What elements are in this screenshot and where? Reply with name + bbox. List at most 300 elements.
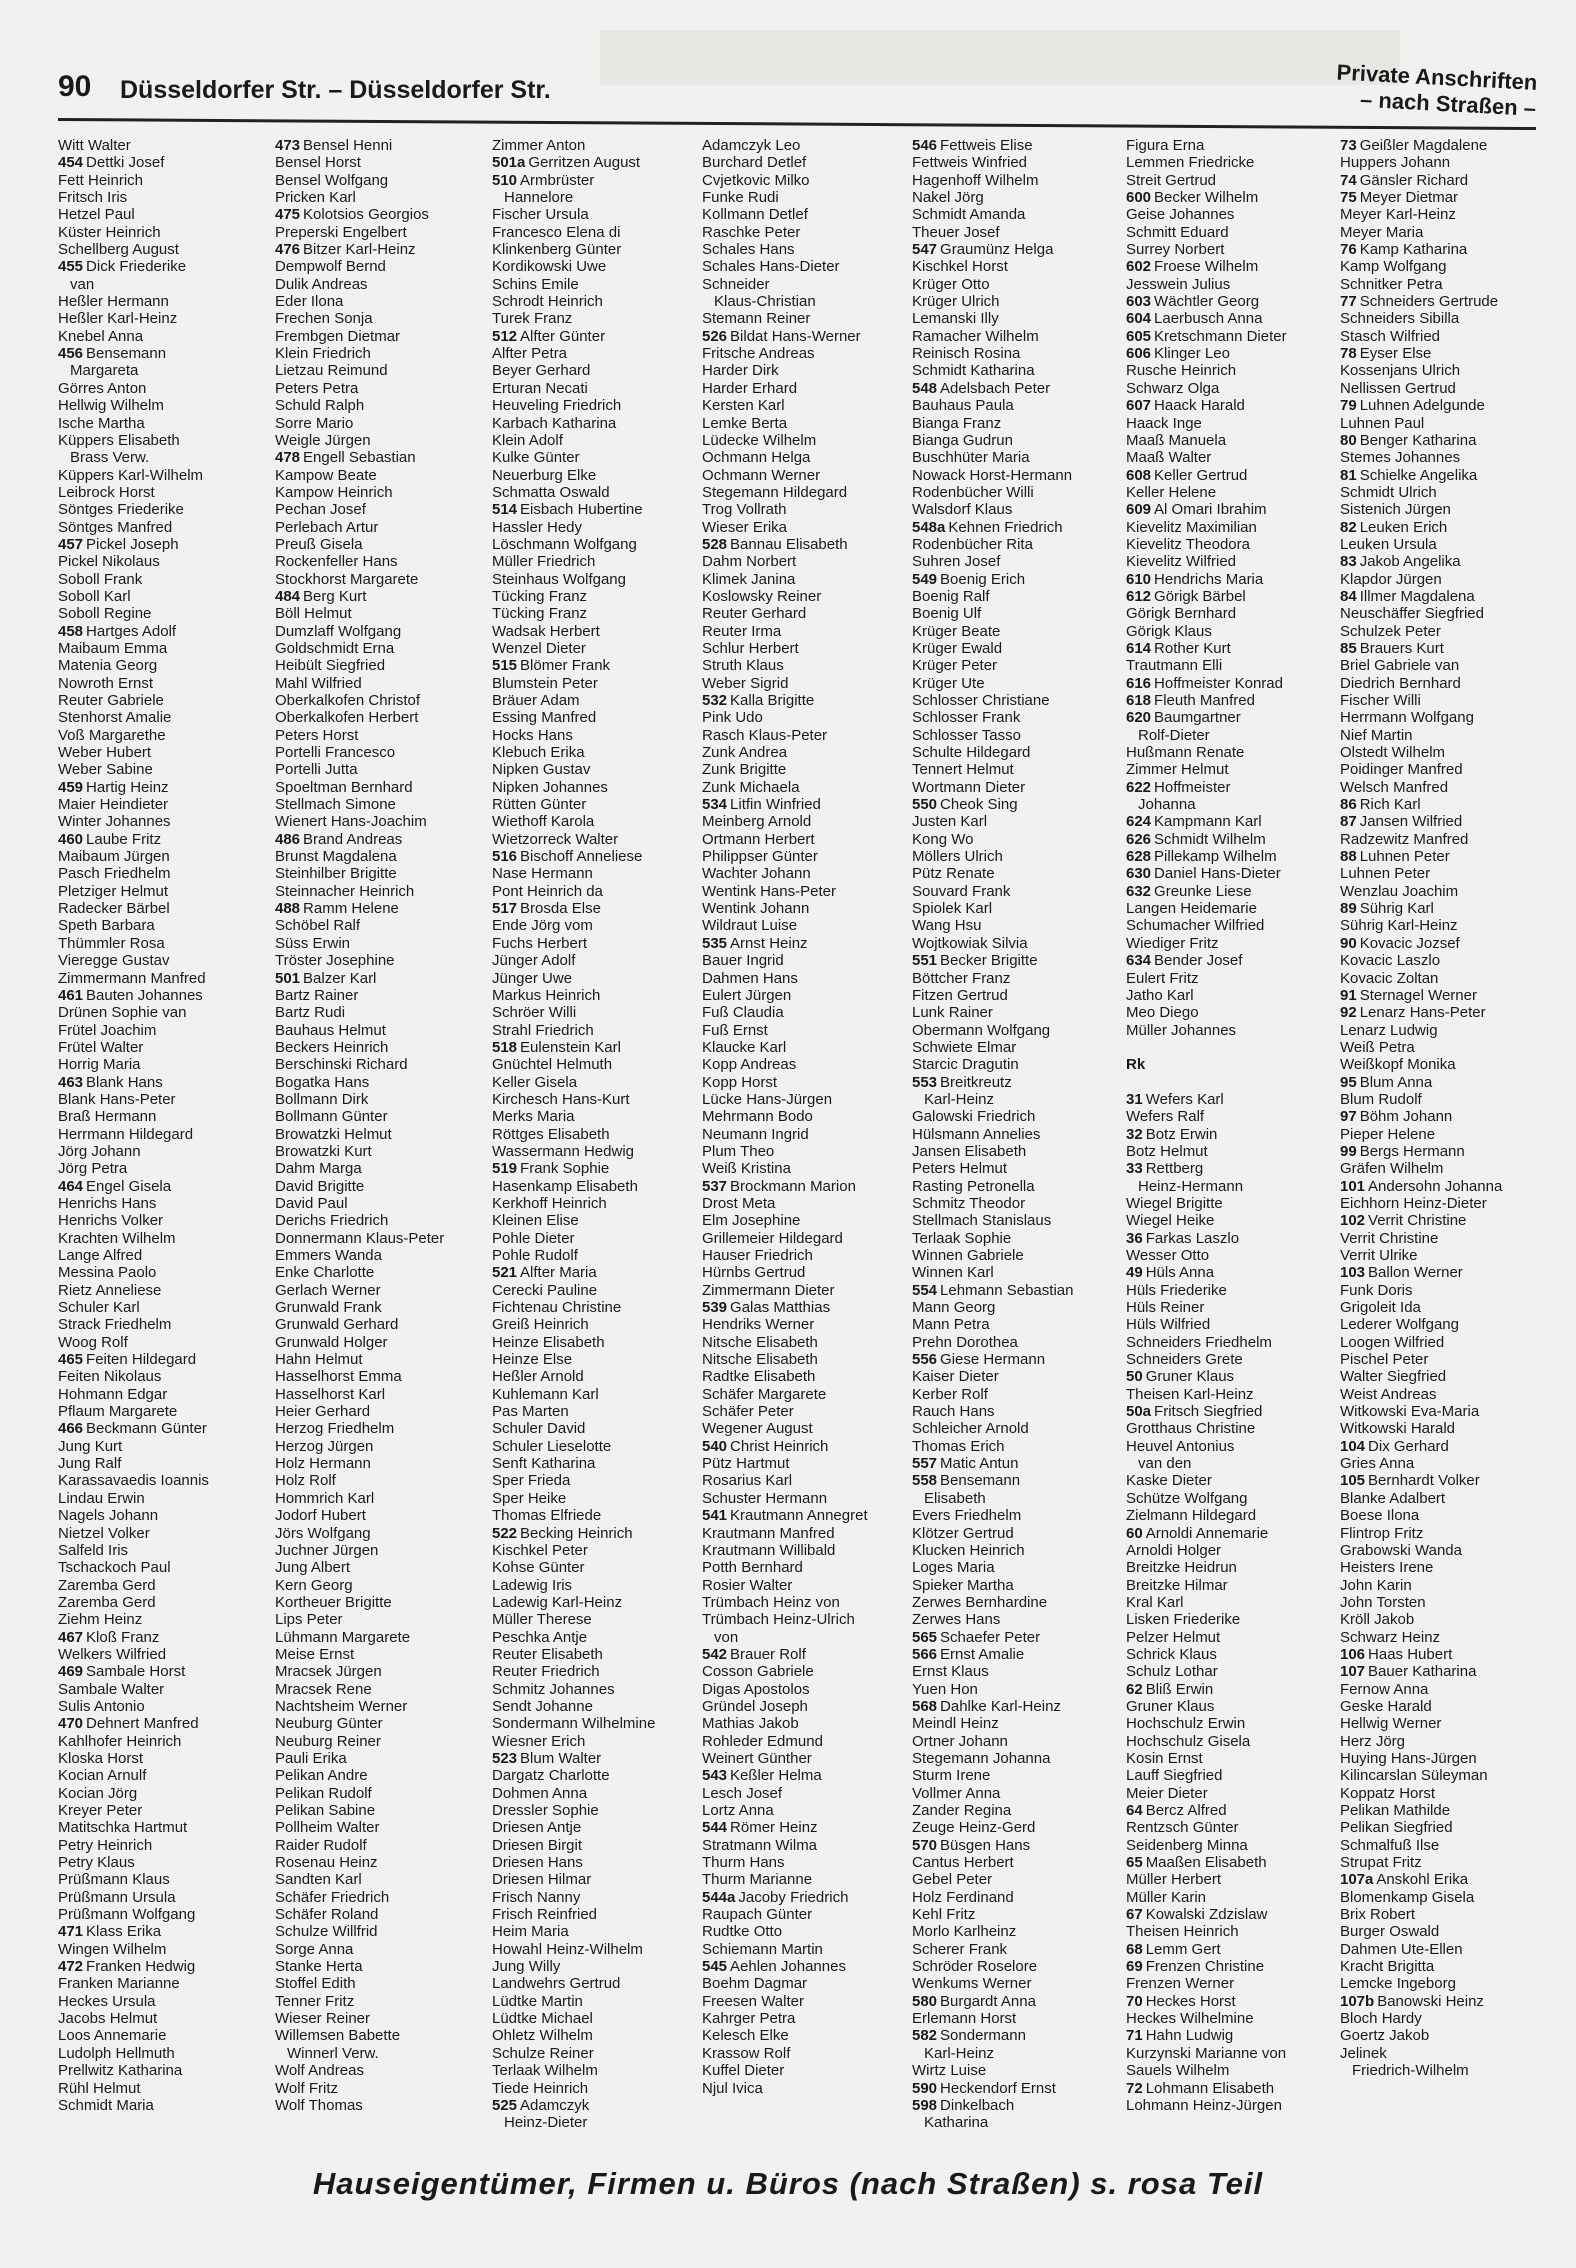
address-entry: Bianga Franz xyxy=(912,414,1002,432)
address-entry: Leuken Ursula xyxy=(1340,535,1437,553)
address-entry: Adamczyk Leo xyxy=(702,137,801,154)
address-entry: 106 Haas Hubert xyxy=(1340,1645,1453,1663)
address-entry: Rosarius Karl xyxy=(702,1472,793,1490)
address-entry: Hochschulz Gisela xyxy=(1126,1732,1251,1750)
address-entry: Brunst Magdalena xyxy=(275,848,397,866)
address-entry: Howahl Heinz-Wilhelm xyxy=(492,1940,643,1958)
address-entry: Mracsek Jürgen xyxy=(275,1663,382,1681)
address-entry: Karl-Heinz xyxy=(924,1090,995,1108)
address-entry: Nietzel Volker xyxy=(58,1524,150,1542)
address-entry: Sper Heike xyxy=(492,1489,567,1507)
address-entry: Müller Johannes xyxy=(1126,1021,1237,1039)
address-entry: Lietzau Reimund xyxy=(275,362,388,380)
address-entry: 105 Bernhardt Volker xyxy=(1340,1472,1480,1490)
address-entry: Hasselhorst Emma xyxy=(275,1368,402,1386)
address-entry: Weber Sabine xyxy=(58,761,153,779)
address-entry: Zunk Michaela xyxy=(702,778,800,796)
address-entry: Meise Ernst xyxy=(275,1645,355,1663)
address-entry: Pelikan Sabine xyxy=(275,1802,376,1819)
address-entry: 85 Brauers Kurt xyxy=(1340,639,1444,657)
address-entry: 528 Bannau Elisabeth xyxy=(702,535,848,553)
address-entry: Browatzki Helmut xyxy=(275,1125,392,1143)
address-entry: Stegemann Hildegard xyxy=(702,483,848,501)
address-entry: Soboll Karl xyxy=(58,587,131,605)
address-entry: Tenner Fritz xyxy=(275,1992,355,2010)
address-entry: Goldschmidt Erna xyxy=(275,639,395,657)
address-entry: Wentink Johann xyxy=(702,900,810,918)
address-entry: Pelikan Rudolf xyxy=(275,1784,372,1802)
address-entry: 36 Farkas Laszlo xyxy=(1126,1229,1240,1247)
address-entry: Loogen Wilfried xyxy=(1340,1333,1445,1351)
address-entry: Jünger Adolf xyxy=(492,952,576,970)
address-entry: Potth Bernhard xyxy=(702,1559,803,1577)
address-entry: Portelli Francesco xyxy=(275,744,396,762)
address-entry: Landwehrs Gertrud xyxy=(492,1975,621,1993)
address-entry: Terlaak Sophie xyxy=(912,1229,1012,1247)
address-entry: Gebel Peter xyxy=(912,1871,993,1889)
address-entry: Juchner Jürgen xyxy=(275,1541,379,1559)
address-entry: Fitzen Gertrud xyxy=(912,986,1008,1004)
address-entry: Lüdtke Michael xyxy=(492,2010,593,2028)
address-entry: 87 Jansen Wilfried xyxy=(1340,813,1463,831)
address-entry: Cosson Gabriele xyxy=(702,1663,814,1681)
address-entry: 457 Pickel Joseph xyxy=(58,535,179,553)
address-entry: Schäfer Friedrich xyxy=(275,1888,390,1906)
address-entry: Spoeltman Bernhard xyxy=(275,778,413,796)
address-entry: Perlebach Artur xyxy=(275,518,379,536)
address-entry: Schöbel Ralf xyxy=(275,917,361,935)
address-entry: Jung Albert xyxy=(275,1559,351,1577)
address-entry: 532 Kalla Brigitte xyxy=(702,692,815,709)
address-entry: 467 Kloß Franz xyxy=(58,1628,160,1646)
address-entry: Heinze Else xyxy=(492,1351,573,1369)
address-entry: Krüger Ulrich xyxy=(912,293,1000,311)
address-entry: Kral Karl xyxy=(1126,1593,1184,1611)
address-entry: Dumzlaff Wolfgang xyxy=(275,622,402,640)
address-entry: Ende Jörg vom xyxy=(492,917,593,935)
address-entry: Ernst Klaus xyxy=(912,1663,989,1681)
address-entry: Heinze Elisabeth xyxy=(492,1333,605,1351)
address-entry: Wenzlau Joachim xyxy=(1340,882,1459,900)
address-entry: 537 Brockmann Marion xyxy=(702,1177,856,1195)
address-entry: Driesen Hilmar xyxy=(492,1871,592,1889)
address-entry: Meindl Heinz xyxy=(912,1715,999,1733)
address-entry: von xyxy=(714,1628,739,1646)
address-entry: Söntges Friederike xyxy=(58,501,184,519)
address-entry: Lücke Hans-Jürgen xyxy=(702,1090,833,1108)
address-entry: 554 Lehmann Sebastian xyxy=(912,1281,1074,1299)
address-column-2 xyxy=(275,137,480,2114)
address-entry: 60 Arnoldi Annemarie xyxy=(1126,1524,1269,1542)
address-entry: Heinz-Dieter xyxy=(504,2114,588,2132)
address-entry: Theuer Josef xyxy=(912,223,1000,241)
address-entry: Driesen Birgit xyxy=(492,1836,583,1854)
address-entry: Fischer Willi xyxy=(1340,692,1421,709)
address-entry: Streit Gertrud xyxy=(1126,171,1217,189)
address-entry: Rudtke Otto xyxy=(702,1923,783,1941)
page-number: 90 xyxy=(58,70,92,103)
address-entry: Spieker Martha xyxy=(912,1576,1014,1594)
address-entry: 92 Lenarz Hans-Peter xyxy=(1340,1004,1486,1022)
address-entry: Welsch Manfred xyxy=(1340,778,1449,796)
address-entry: Röttges Elisabeth xyxy=(492,1125,610,1143)
address-entry: 539 Galas Matthias xyxy=(702,1299,831,1317)
address-entry: Petry Heinrich xyxy=(58,1836,153,1854)
address-entry: Heßler Karl-Heinz xyxy=(58,310,178,328)
address-entry: Sauels Wilhelm xyxy=(1126,2062,1230,2080)
address-entry: 107b Banowski Heinz xyxy=(1340,1992,1484,2010)
address-entry: Rauch Hans xyxy=(912,1403,995,1421)
address-entry: Jelinek xyxy=(1340,2044,1387,2062)
address-entry: Figura Erna xyxy=(1126,137,1205,154)
address-entry: 609 Al Omari Ibrahim xyxy=(1126,501,1267,519)
address-entry: Peschka Antje xyxy=(492,1628,588,1646)
address-entry: 553 Breitkreutz xyxy=(912,1073,1012,1091)
address-entry: Rockenfeller Hans xyxy=(275,553,398,571)
address-entry: Spiolek Karl xyxy=(912,900,993,918)
address-entry: 86 Rich Karl xyxy=(1340,796,1421,814)
address-entry: Trautmann Elli xyxy=(1126,657,1223,675)
address-entry: Kahrger Petra xyxy=(702,2010,796,2028)
address-entry: Löschmann Wolfgang xyxy=(492,535,637,553)
address-entry: Schlosser Tasso xyxy=(912,726,1021,744)
address-entry: Heuvel Antonius xyxy=(1126,1437,1235,1455)
address-entry: 88 Luhnen Peter xyxy=(1340,848,1450,866)
address-entry: 65 Maaßen Elisabeth xyxy=(1126,1854,1267,1872)
address-entry: Weigle Jürgen xyxy=(275,431,371,449)
address-entry: Sendt Johanne xyxy=(492,1697,593,1715)
address-entry: Kischkel Horst xyxy=(912,258,1008,276)
address-entry: Jesswein Julius xyxy=(1126,275,1231,293)
address-entry: Sührig Karl-Heinz xyxy=(1340,917,1458,935)
address-entry: Schäfer Roland xyxy=(275,1906,379,1924)
address-entry: Wiegel Brigitte xyxy=(1126,1194,1223,1212)
address-entry: 33 Rettberg xyxy=(1126,1160,1204,1178)
address-entry: Nakel Jörg xyxy=(912,189,984,207)
street-range-title: Düsseldorfer Str. – Düsseldorfer Str. xyxy=(120,76,551,104)
address-entry: 478 Engell Sebastian xyxy=(275,449,416,467)
address-entry: Kosin Ernst xyxy=(1126,1749,1203,1767)
address-entry: 78 Eyser Else xyxy=(1340,345,1432,363)
address-entry: Plum Theo xyxy=(702,1142,775,1160)
address-entry: Bensel Wolfgang xyxy=(275,171,389,189)
address-entry: 465 Feiten Hildegard xyxy=(58,1351,197,1369)
address-entry: Hüls Wilfried xyxy=(1126,1316,1211,1334)
address-entry: 514 Eisbach Hubertine xyxy=(492,501,643,519)
address-entry: Trümbach Heinz-Ulrich xyxy=(702,1611,855,1629)
address-entry: Greiß Heinrich xyxy=(492,1316,589,1334)
address-entry: Heßler Hermann xyxy=(58,293,169,311)
address-entry: Ludolph Hellmuth xyxy=(58,2044,175,2062)
address-entry: 75 Meyer Dietmar xyxy=(1340,189,1459,207)
address-entry: Trümbach Heinz von xyxy=(702,1593,840,1611)
address-entry: Jung Willy xyxy=(492,1958,561,1976)
address-entry: Heinz-Hermann xyxy=(1138,1177,1244,1195)
address-entry: 606 Klinger Leo xyxy=(1126,345,1230,363)
address-entry: Jung Ralf xyxy=(58,1455,122,1473)
address-entry: Rolf-Dieter xyxy=(1138,726,1210,744)
address-entry: Kehl Fritz xyxy=(912,1906,976,1924)
address-entry: Sistenich Jürgen xyxy=(1340,501,1451,519)
address-entry: Reuter Gabriele xyxy=(58,692,164,709)
address-entry: Pflaum Margarete xyxy=(58,1403,178,1421)
address-entry: Schulte Hildegard xyxy=(912,744,1031,762)
address-entry: 634 Bender Josef xyxy=(1126,952,1243,970)
address-entry: Stratmann Wilma xyxy=(702,1836,818,1854)
address-entry: Grotthaus Christine xyxy=(1126,1420,1256,1438)
address-entry: 605 Kretschmann Dieter xyxy=(1126,327,1287,345)
address-entry: Ohletz Wilhelm xyxy=(492,2027,593,2045)
address-entry: Berschinski Richard xyxy=(275,1056,408,1074)
address-entry: Hüls Friederike xyxy=(1126,1281,1227,1299)
address-entry: Harder Erhard xyxy=(702,379,798,397)
address-entry: Verrit Christine xyxy=(1340,1229,1439,1247)
address-entry: Schulze Willfrid xyxy=(275,1923,378,1941)
address-entry: Kong Wo xyxy=(912,830,974,848)
address-entry: 551 Becker Brigitte xyxy=(912,952,1038,970)
address-entry: Soboll Frank xyxy=(58,570,143,588)
address-entry: Luhnen Peter xyxy=(1340,865,1431,883)
address-entry: Haack Inge xyxy=(1126,414,1202,432)
address-entry: Meo Diego xyxy=(1126,1004,1199,1022)
address-entry: Braß Hermann xyxy=(58,1108,157,1126)
address-entry: Beyer Gerhard xyxy=(492,362,591,380)
address-entry: Kievelitz Wilfried xyxy=(1126,553,1237,571)
address-entry: Henrichs Volker xyxy=(58,1212,164,1230)
address-entry: Koslowsky Reiner xyxy=(702,587,822,605)
address-entry: 64 Bercz Alfred xyxy=(1126,1802,1227,1819)
address-entry: Klein Friedrich xyxy=(275,345,371,363)
address-entry: Pohle Dieter xyxy=(492,1229,575,1247)
address-entry: Mahl Wilfried xyxy=(275,674,362,692)
address-entry: Heier Gerhard xyxy=(275,1403,371,1421)
address-entry: Neuburg Reiner xyxy=(275,1732,381,1750)
address-entry: Wiethoff Karola xyxy=(492,813,595,831)
address-entry: Oberkalkofen Herbert xyxy=(275,709,419,727)
address-entry: Grabowski Wanda xyxy=(1340,1541,1462,1559)
address-entry: Bollmann Dirk xyxy=(275,1090,369,1108)
address-entry: 77 Schneiders Gertrude xyxy=(1340,293,1499,311)
address-entry: Winnen Gabriele xyxy=(912,1247,1024,1264)
address-entry: Messina Paolo xyxy=(58,1264,157,1282)
address-entry: Terlaak Wilhelm xyxy=(492,2062,598,2080)
address-entry: Görigk Klaus xyxy=(1126,622,1212,640)
address-entry: 610 Hendrichs Maria xyxy=(1126,570,1264,588)
address-entry: 558 Bensemann xyxy=(912,1472,1021,1490)
address-entry: Kahlhofer Heinrich xyxy=(58,1732,182,1750)
address-entry: Holz Ferdinand xyxy=(912,1888,1014,1906)
address-entry: Lunk Rainer xyxy=(912,1004,993,1022)
address-entry: Zaremba Gerd xyxy=(58,1593,156,1611)
address-entry: Kovacic Laszlo xyxy=(1340,952,1441,970)
address-entry: Olstedt Wilhelm xyxy=(1340,744,1446,762)
address-entry xyxy=(1126,1039,1331,1056)
address-entry: 543 Keßler Helma xyxy=(702,1767,822,1785)
address-entry: Lemanski Illy xyxy=(912,310,999,328)
address-entry: Lemmen Friedricke xyxy=(1126,154,1255,172)
address-entry: Woog Rolf xyxy=(58,1333,128,1351)
address-entry: 600 Becker Wilhelm xyxy=(1126,189,1259,207)
address-entry: Sandten Karl xyxy=(275,1871,362,1889)
address-entry: Kampow Beate xyxy=(275,466,377,484)
address-entry: Grunwald Frank xyxy=(275,1299,382,1317)
address-entry: Bartz Rainer xyxy=(275,986,359,1004)
address-entry: Steinhilber Brigitte xyxy=(275,865,397,883)
address-entry: Funke Rudi xyxy=(702,189,779,207)
address-entry: Wentink Hans-Peter xyxy=(702,882,836,900)
address-entry: Fernow Anna xyxy=(1340,1680,1429,1698)
address-entry: 624 Kampmann Karl xyxy=(1126,813,1262,831)
address-entry: 510 Armbrüster xyxy=(492,171,595,189)
address-entry: Blomenkamp Gisela xyxy=(1340,1888,1475,1906)
address-entry: 544 Römer Heinz xyxy=(702,1819,818,1837)
address-entry: 454 Dettki Josef xyxy=(58,154,165,172)
address-entry: Witkowski Harald xyxy=(1340,1420,1456,1438)
address-entry: Hochschulz Erwin xyxy=(1126,1715,1246,1733)
address-entry: 97 Böhm Johann xyxy=(1340,1108,1453,1126)
address-entry: Matitschka Hartmut xyxy=(58,1819,188,1837)
address-entry: Pas Marten xyxy=(492,1403,569,1421)
address-entry: Bianga Gudrun xyxy=(912,431,1013,449)
address-entry: Frembgen Dietmar xyxy=(275,327,401,345)
address-entry: Tschackoch Paul xyxy=(58,1559,171,1577)
address-entry: Winnerl Verw. xyxy=(287,2044,379,2062)
address-entry: Zimmer Anton xyxy=(492,137,586,154)
address-entry: Rosier Walter xyxy=(702,1576,793,1594)
address-entry: 582 Sondermann xyxy=(912,2027,1026,2045)
address-entry: Maibaum Jürgen xyxy=(58,848,170,866)
address-entry: Wolf Thomas xyxy=(275,2096,363,2114)
address-entry: Thomas Erich xyxy=(912,1437,1005,1455)
address-entry: Holz Rolf xyxy=(275,1472,336,1490)
address-entry: Wachter Johann xyxy=(702,865,811,883)
address-entry: Rietz Anneliese xyxy=(58,1281,162,1299)
address-entry: Tiede Heinrich xyxy=(492,2079,589,2097)
address-entry: 616 Hoffmeister Konrad xyxy=(1126,674,1283,692)
address-entry: Arnoldi Holger xyxy=(1126,1541,1222,1559)
address-entry: 31 Wefers Karl xyxy=(1126,1090,1224,1108)
address-entry: Jodorf Hubert xyxy=(275,1507,366,1525)
address-entry: Görigk Bernhard xyxy=(1126,605,1237,623)
address-entry: 99 Bergs Hermann xyxy=(1340,1142,1465,1160)
address-entry: Kossenjans Ulrich xyxy=(1340,362,1461,380)
address-entry: Schmidt Maria xyxy=(58,2096,154,2114)
address-entry: Eulert Fritz xyxy=(1126,969,1199,987)
address-entry: Nowroth Ernst xyxy=(58,674,154,692)
address-entry: Jörs Wolfgang xyxy=(275,1524,371,1542)
address-entry: Schmidt Amanda xyxy=(912,206,1026,224)
address-column-5 xyxy=(912,137,1117,2132)
address-entry: Hahn Helmut xyxy=(275,1351,363,1369)
address-entry: Digas Apostolos xyxy=(702,1680,810,1698)
address-entry: Souvard Frank xyxy=(912,882,1011,900)
address-entry: Bartz Rudi xyxy=(275,1004,346,1022)
address-entry: 79 Luhnen Adelgunde xyxy=(1340,397,1485,415)
address-entry: 73 Geißler Magdalene xyxy=(1340,137,1488,154)
address-entry: Hagenhoff Wilhelm xyxy=(912,171,1039,189)
address-entry: Hocks Hans xyxy=(492,726,573,744)
address-entry: Kreyer Peter xyxy=(58,1802,143,1819)
address-entry: Lesch Josef xyxy=(702,1784,783,1802)
address-entry: 548a Kehnen Friedrich xyxy=(912,518,1063,536)
address-entry: Sulis Antonio xyxy=(58,1697,145,1715)
address-entry: Nachtsheim Werner xyxy=(275,1697,408,1715)
address-entry: Lederer Wolfgang xyxy=(1340,1316,1459,1334)
address-entry: Cvjetkovic Milko xyxy=(702,171,810,189)
address-entry: Flintrop Fritz xyxy=(1340,1524,1424,1542)
address-entry: Kuhlemann Karl xyxy=(492,1385,599,1403)
address-entry: Goertz Jakob xyxy=(1340,2027,1430,2045)
address-entry: Kollmann Detlef xyxy=(702,206,808,224)
address-entry: Schuster Hermann xyxy=(702,1489,828,1507)
address-entry: Thurm Marianne xyxy=(702,1871,813,1889)
address-entry: Frisch Nanny xyxy=(492,1888,581,1906)
address-entry: Weiß Kristina xyxy=(702,1160,791,1178)
address-entry: Sondermann Wilhelmine xyxy=(492,1715,656,1733)
address-entry: Herzog Friedhelm xyxy=(275,1420,395,1438)
address-entry: Essing Manfred xyxy=(492,709,597,727)
address-entry: Schlur Herbert xyxy=(702,639,799,657)
address-entry: Schwiete Elmar xyxy=(912,1038,1017,1056)
address-entry: Lauff Siegfried xyxy=(1126,1767,1223,1785)
address-entry: Portelli Jutta xyxy=(275,761,358,779)
address-entry: Wiegel Heike xyxy=(1126,1212,1215,1230)
address-entry: Boenig Ralf xyxy=(912,587,990,605)
address-entry: Fritsche Andreas xyxy=(702,345,815,363)
address-entry: Klötzer Gertrud xyxy=(912,1524,1014,1542)
address-entry: Botz Helmut xyxy=(1126,1142,1208,1160)
address-entry: Rühl Helmut xyxy=(58,2079,141,2097)
address-entry: Pelzer Helmut xyxy=(1126,1628,1221,1646)
address-entry: Funk Doris xyxy=(1340,1281,1413,1299)
address-entry: Zander Regina xyxy=(912,1802,1012,1819)
address-entry: Stoffel Edith xyxy=(275,1975,356,1993)
address-entry: Kröll Jakob xyxy=(1340,1611,1415,1629)
address-entry: Kloska Horst xyxy=(58,1749,144,1767)
address-entry: Kaiser Dieter xyxy=(912,1368,999,1386)
address-entry: 466 Beckmann Günter xyxy=(58,1420,207,1438)
address-entry: Fettweis Winfried xyxy=(912,154,1028,172)
address-entry: 464 Engel Gisela xyxy=(58,1177,172,1195)
address-entry: Emmers Wanda xyxy=(275,1247,382,1264)
address-entry: 469 Sambale Horst xyxy=(58,1663,186,1681)
address-entry: Breitzke Heidrun xyxy=(1126,1559,1237,1577)
address-entry: Steinnacher Heinrich xyxy=(275,882,415,900)
address-entry: 565 Schaefer Peter xyxy=(912,1628,1041,1646)
address-entry: 76 Kamp Katharina xyxy=(1340,241,1468,259)
address-entry: Hasselhorst Karl xyxy=(275,1385,386,1403)
address-entry: Nagels Johann xyxy=(58,1507,159,1525)
address-entry: Ladewig Iris xyxy=(492,1576,573,1594)
address-entry: 622 Hoffmeister xyxy=(1126,778,1231,796)
address-entry: Dahm Norbert xyxy=(702,553,797,571)
address-entry: Reuter Elisabeth xyxy=(492,1645,603,1663)
address-entry: Fett Heinrich xyxy=(58,171,144,189)
address-entry: Thurm Hans xyxy=(702,1854,785,1872)
address-entry: Sorge Anna xyxy=(275,1940,354,1958)
address-entry: Ochmann Werner xyxy=(702,466,821,484)
address-entry: Weist Andreas xyxy=(1340,1385,1437,1403)
address-entry: Schellberg August xyxy=(58,241,179,259)
address-entry: Lemke Berta xyxy=(702,414,788,432)
address-entry: 525 Adamczyk xyxy=(492,2096,590,2114)
address-entry: Rk xyxy=(1126,1056,1146,1074)
address-entry: Raschke Peter xyxy=(702,223,801,241)
address-entry: Reuter Irma xyxy=(702,622,782,640)
address-entry: Kievelitz Maximilian xyxy=(1126,518,1257,536)
address-entry: Kern Georg xyxy=(275,1576,353,1594)
address-entry: Fuß Claudia xyxy=(702,1004,784,1022)
